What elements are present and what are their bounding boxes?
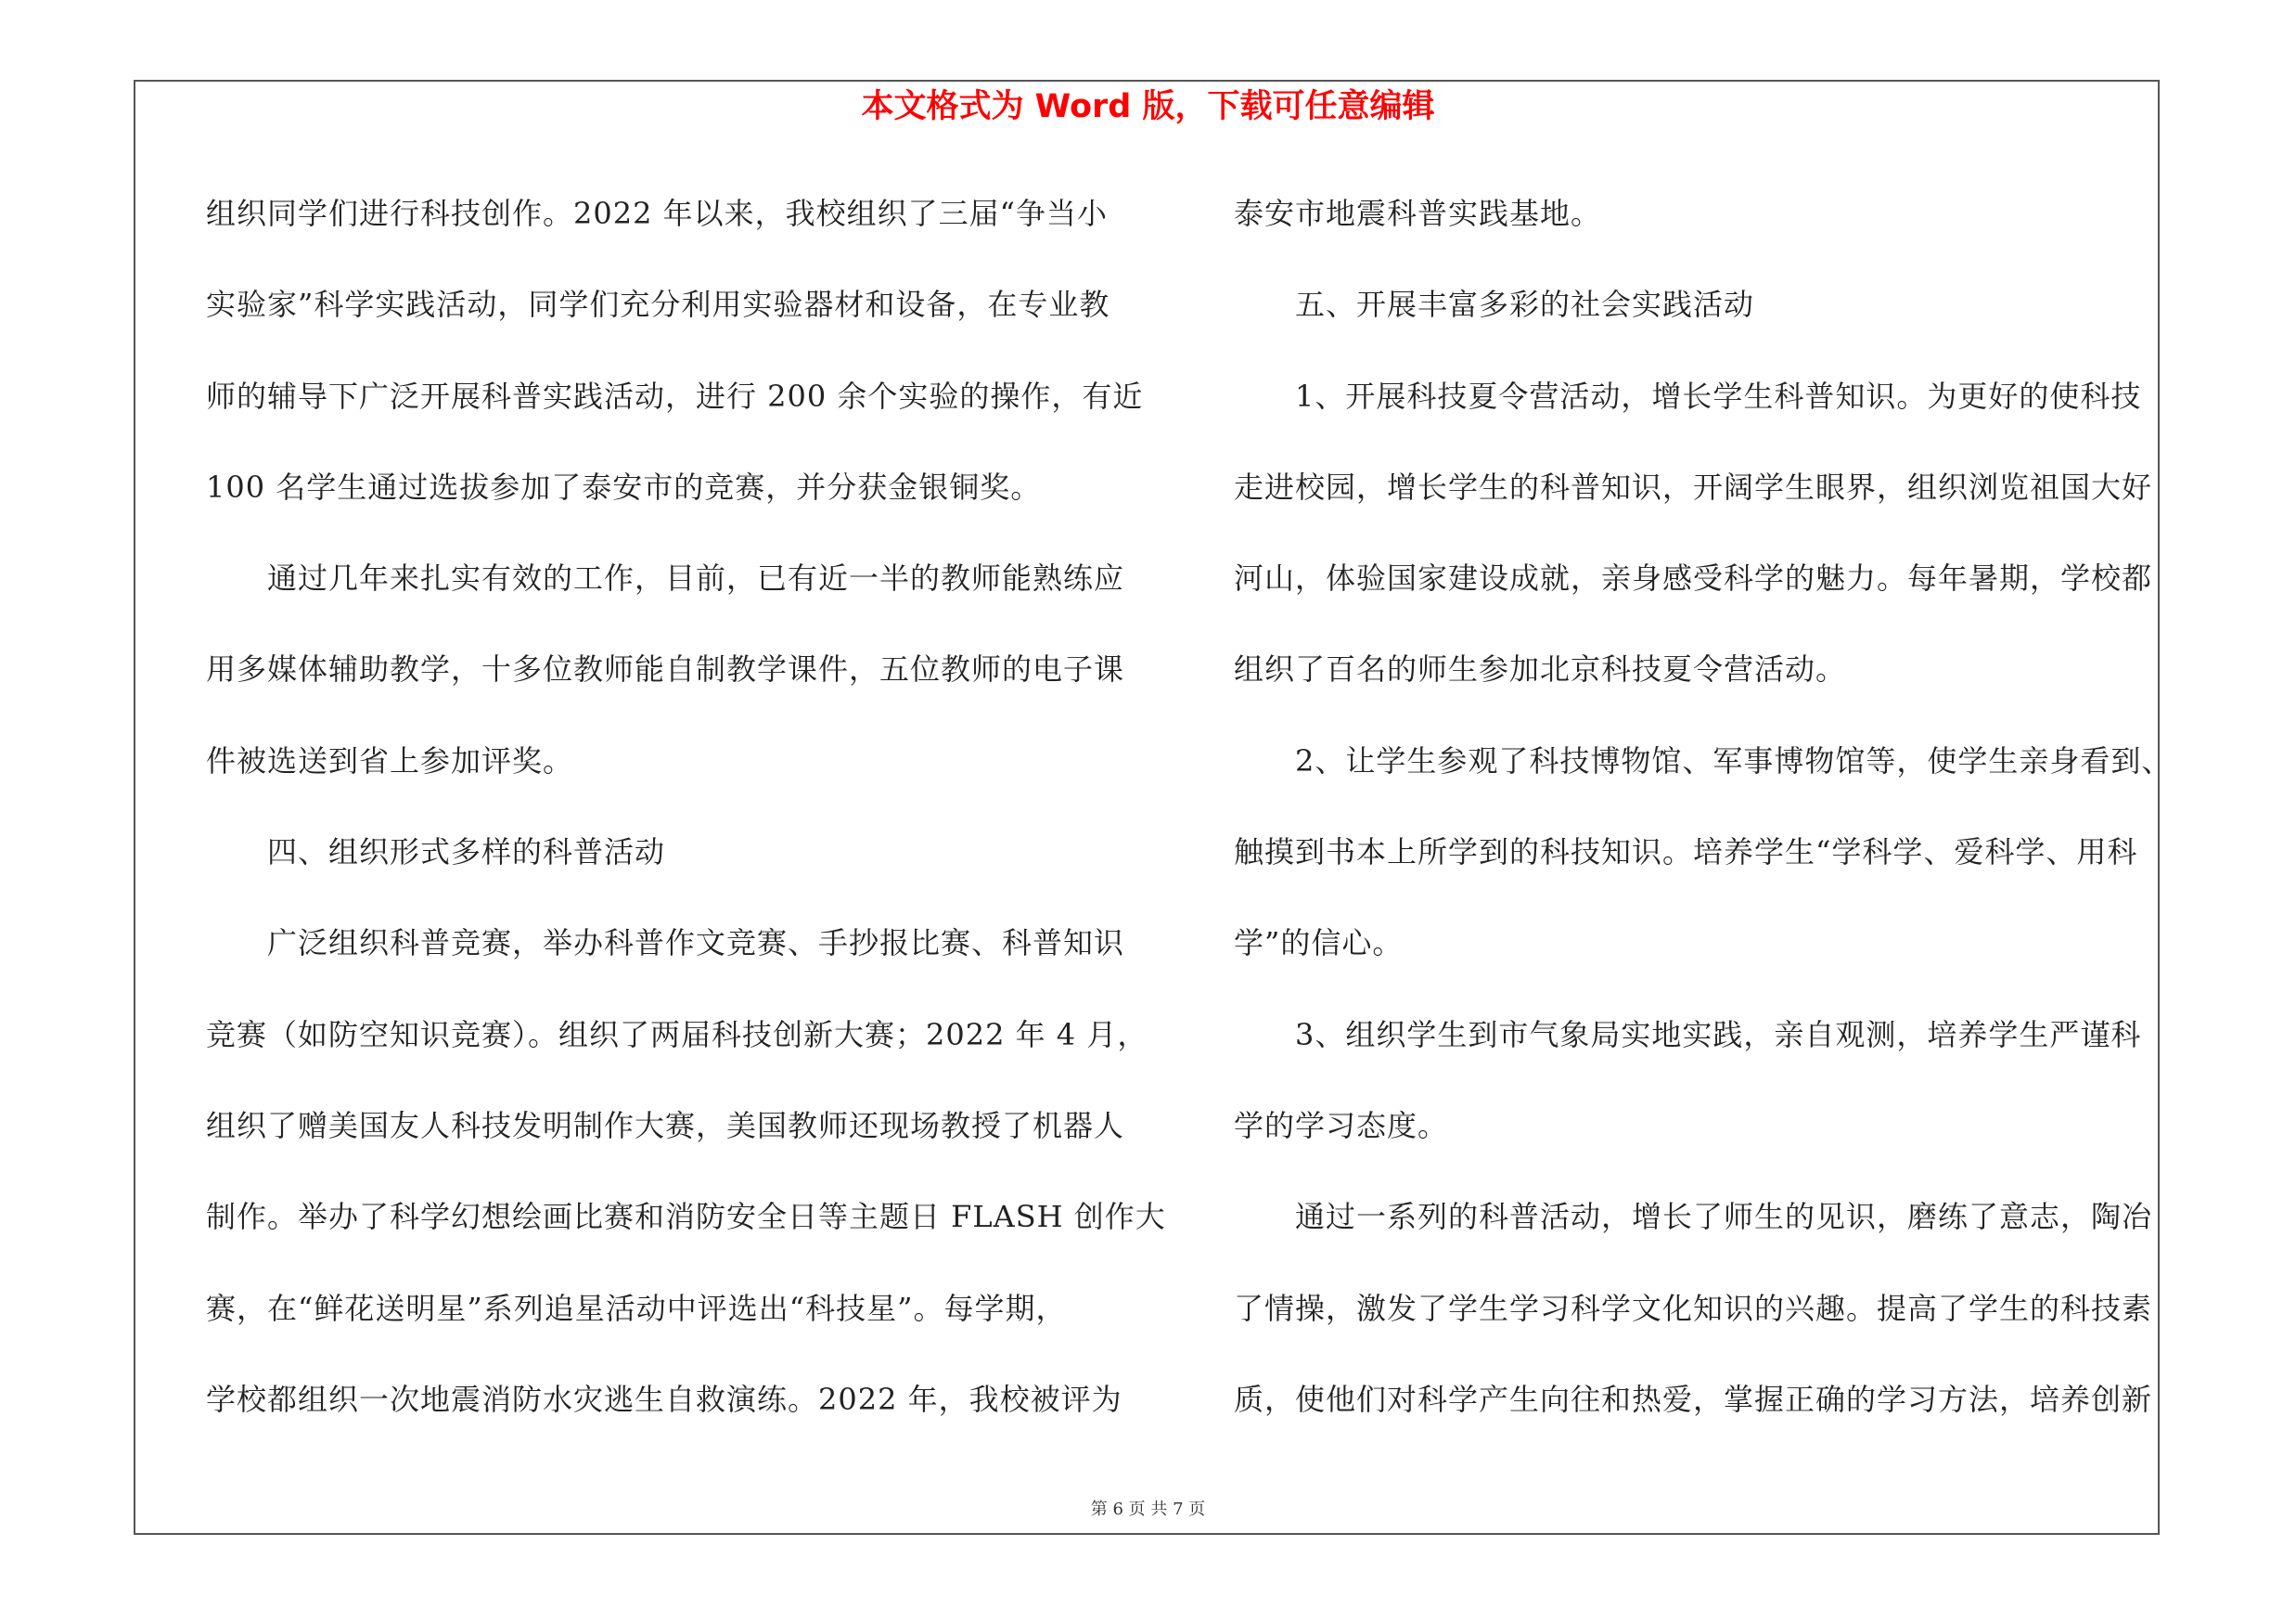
text-line: 制作。举办了科学幻想绘画比赛和消防安全日等主题日 FLASH 创作大 xyxy=(206,1199,1166,1235)
text-line: 学的学习态度。 xyxy=(1234,1107,1449,1143)
text-line: 赛，在“鲜花送明星”系列追星活动中评选出“科技星”。每学期， xyxy=(206,1290,1067,1326)
text-line: 竞赛（如防空知识竞赛）。组织了两届科技创新大赛；2022 年 4 月， xyxy=(206,1016,1148,1052)
left-column xyxy=(206,186,1166,1462)
section-heading: 五、开展丰富多彩的社会实践活动 xyxy=(1295,287,1755,323)
page-number: 第 6 页 共 7 页 xyxy=(1090,1500,1206,1519)
text-line: 触摸到书本上所学到的科技知识。培养学生“学科学、爱科学、用科 xyxy=(1234,834,2138,870)
text-line: 走进校园，增长学生的科普知识，开阔学生眼界，组织浏览祖国大好 xyxy=(1234,469,2153,505)
text-line: 实验家”科学实践活动，同学们充分利用实验器材和设备，在专业教 xyxy=(206,287,1110,323)
text-line: 件被选送到省上参加评奖。 xyxy=(206,742,574,779)
text-line: 用多媒体辅助教学，十多位教师能自制教学课件，五位教师的电子课 xyxy=(206,651,1125,688)
text-line: 质，使他们对科学产生向往和热爱，掌握正确的学习方法，培养创新 xyxy=(1234,1381,2153,1417)
text-line: 师的辅导下广泛开展科普实践活动，进行 200 余个实验的操作，有近 xyxy=(206,378,1144,414)
text-line: 学”的信心。 xyxy=(1234,925,1404,961)
text-line: 100 名学生通过选拔参加了泰安市的竞赛，并分获金银铜奖。 xyxy=(206,469,1042,505)
right-column xyxy=(1234,186,2173,1462)
text-line: 组织同学们进行科技创作。2022 年以来，我校组织了三届“争当小 xyxy=(206,196,1108,231)
paragraph-start: 通过一系列的科普活动，增长了师生的见识，磨练了意志，陶冶 xyxy=(1295,1199,2153,1235)
text-line: 河山，体验国家建设成就，亲身感受科学的魅力。每年暑期，学校都 xyxy=(1234,560,2153,597)
text-line: 泰安市地震科普实践基地。 xyxy=(1234,196,1602,231)
text-line: 组织了百名的师生参加北京科技夏令营活动。 xyxy=(1234,651,1847,688)
text-line: 组织了赠美国友人科技发明制作大赛，美国教师还现场教授了机器人 xyxy=(206,1107,1125,1143)
paragraph-start: 3、组织学生到市气象局实地实践，亲自观测，培养学生严谨科 xyxy=(1295,1016,2142,1052)
paragraph-start: 通过几年来扎实有效的工作，目前，已有近一半的教师能熟练应 xyxy=(267,560,1125,597)
text-line: 学校都组织一次地震消防水灾逃生自救演练。2022 年，我校被评为 xyxy=(206,1381,1122,1417)
paragraph-start: 广泛组织科普竞赛，举办科普作文竞赛、手抄报比赛、科普知识 xyxy=(267,925,1125,961)
paragraph-start: 1、开展科技夏令营活动，增长学生科普知识。为更好的使科技 xyxy=(1295,378,2142,414)
text-line: 了情操，激发了学生学习科学文化知识的兴趣。提高了学生的科技素 xyxy=(1234,1290,2153,1326)
document-banner: 本文格式为 Word 版，下载可任意编辑 xyxy=(861,88,1435,125)
paragraph-start: 2、让学生参观了科技博物馆、军事博物馆等，使学生亲身看到、 xyxy=(1295,742,2173,779)
section-heading: 四、组织形式多样的科普活动 xyxy=(267,834,666,870)
